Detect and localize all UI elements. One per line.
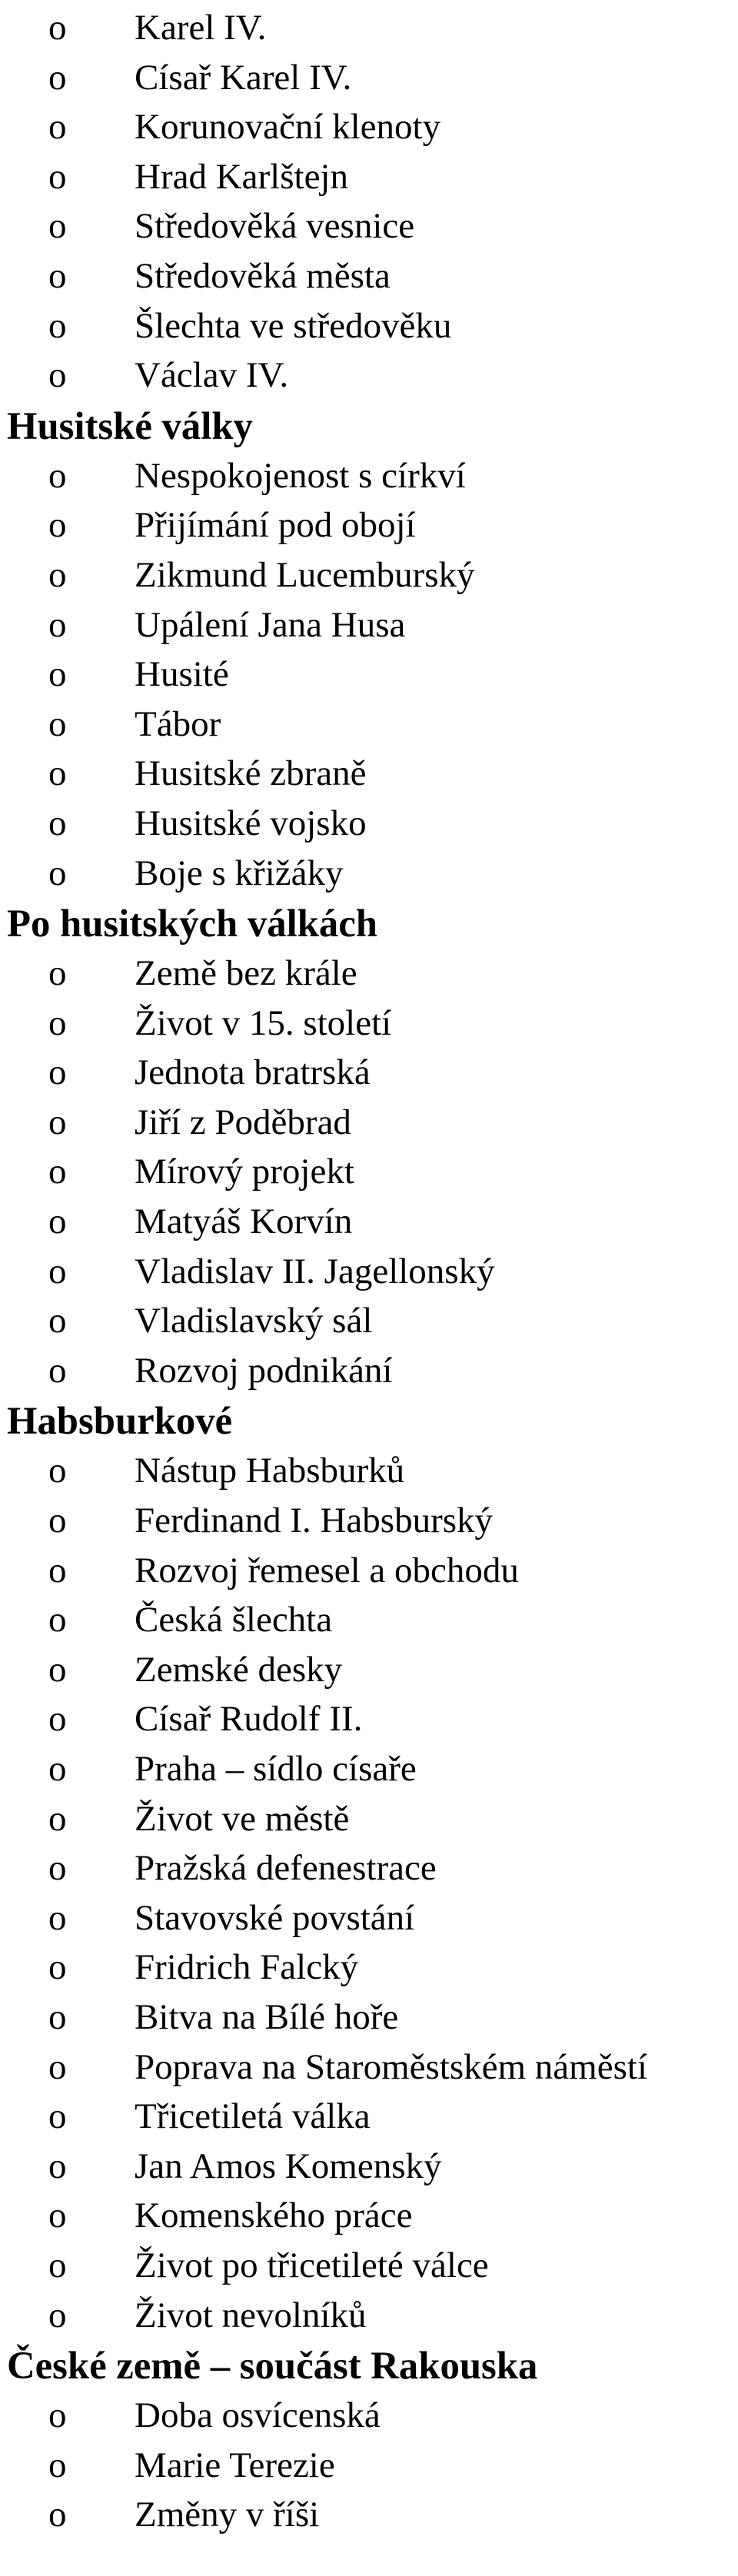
bullet-marker: o — [48, 2146, 67, 2186]
outline-section — [0, 401, 738, 898]
list-item — [0, 1098, 738, 1148]
list-item-text: Pražská defenestrace — [135, 1848, 437, 1889]
bullet-marker: o — [48, 1152, 67, 1192]
list-item-text: Nástup Habsburků — [135, 1451, 405, 1491]
list-item — [0, 1694, 738, 1744]
list-item-text: Upálení Jana Husa — [135, 604, 406, 645]
bullet-list — [0, 451, 738, 898]
bullet-marker: o — [48, 1451, 67, 1491]
list-item — [0, 1546, 738, 1596]
list-item-text: Rozvoj podnikání — [135, 1350, 393, 1391]
section-heading: Habsburkové — [7, 1399, 233, 1443]
bullet-list — [0, 949, 738, 1395]
list-item-text: Život nevolníků — [135, 2295, 367, 2335]
list-item-text: Zemské desky — [135, 1649, 343, 1690]
list-item — [0, 1247, 738, 1297]
bullet-list — [0, 3, 738, 401]
bullet-marker: o — [48, 1649, 67, 1690]
list-item — [0, 2441, 738, 2491]
list-item-text: Komenského práce — [135, 2195, 413, 2236]
list-item — [0, 550, 738, 600]
bullet-marker: o — [48, 107, 67, 148]
list-item-text: Matyáš Korvín — [135, 1202, 353, 1242]
list-item-text: Císař Karel IV. — [135, 57, 352, 98]
list-item — [0, 1496, 738, 1546]
bullet-marker: o — [48, 1501, 67, 1541]
list-item — [0, 1595, 738, 1645]
bullet-marker: o — [48, 255, 67, 296]
list-item — [0, 749, 738, 799]
list-item — [0, 949, 738, 999]
bullet-list — [0, 1446, 738, 2340]
list-item — [0, 102, 738, 152]
bullet-marker: o — [48, 1251, 67, 1291]
bullet-marker: o — [48, 8, 67, 48]
list-item — [0, 500, 738, 550]
bullet-marker: o — [48, 455, 67, 496]
list-item-text: Život po třicetileté válce — [135, 2245, 489, 2285]
list-item — [0, 1645, 738, 1695]
bullet-marker: o — [48, 156, 67, 197]
bullet-marker: o — [48, 604, 67, 645]
list-item-text: Zikmund Lucemburský — [135, 554, 475, 595]
list-item — [0, 251, 738, 301]
list-item-text: Mírový projekt — [135, 1152, 354, 1192]
list-item — [0, 2043, 738, 2092]
bullet-marker: o — [48, 1301, 67, 1341]
list-item-text: Korunovační klenoty — [135, 107, 441, 148]
list-item-text: Jednota bratrská — [135, 1052, 371, 1093]
bullet-marker: o — [48, 206, 67, 247]
bullet-marker: o — [48, 57, 67, 98]
bullet-marker: o — [48, 2445, 67, 2485]
list-item-text: Václav IV. — [135, 355, 289, 396]
list-item-text: Nespokojenost s církví — [135, 455, 466, 496]
list-item — [0, 1843, 738, 1893]
bullet-marker: o — [48, 2195, 67, 2236]
list-item-text: Tábor — [135, 703, 221, 744]
bullet-marker: o — [48, 1350, 67, 1391]
list-item-text: Jiří z Poděbrad — [135, 1102, 351, 1142]
list-item — [0, 301, 738, 351]
list-item-text: Karel IV. — [135, 8, 267, 48]
list-item-text: Země bez krále — [135, 953, 357, 994]
bullet-marker: o — [48, 1102, 67, 1142]
section-heading: Po husitských válkách — [7, 902, 377, 946]
list-item — [0, 600, 738, 650]
list-item-text: Jan Amos Komenský — [135, 2146, 442, 2186]
outline-section — [0, 898, 738, 1395]
bullet-marker: o — [48, 1798, 67, 1839]
list-item — [0, 1794, 738, 1844]
bullet-marker: o — [48, 1202, 67, 1242]
list-item — [0, 2191, 738, 2241]
list-item-text: Život ve městě — [135, 1798, 350, 1839]
list-item — [0, 201, 738, 251]
list-item-text: Císař Rudolf II. — [135, 1699, 363, 1740]
list-item — [0, 1197, 738, 1247]
bullet-marker: o — [48, 1996, 67, 2037]
list-item-text: Husité — [135, 654, 229, 695]
bullet-marker: o — [48, 1052, 67, 1093]
list-item — [0, 650, 738, 700]
bullet-marker: o — [48, 654, 67, 695]
list-item — [0, 1446, 738, 1496]
bullet-marker: o — [48, 2395, 67, 2436]
list-item — [0, 1048, 738, 1098]
bullet-marker: o — [48, 2295, 67, 2335]
list-item — [0, 2391, 738, 2441]
list-item-text: Doba osvícenská — [135, 2395, 381, 2436]
list-item — [0, 2241, 738, 2291]
list-item — [0, 1893, 738, 1943]
list-item-text: Ferdinand I. Habsburský — [135, 1501, 494, 1541]
list-item — [0, 849, 738, 899]
list-item-text: Praha – sídlo císaře — [135, 1749, 417, 1789]
list-item — [0, 2092, 738, 2142]
outline-section — [0, 3, 738, 401]
list-item — [0, 2142, 738, 2192]
list-item — [0, 152, 738, 202]
bullet-marker: o — [48, 1947, 67, 1988]
list-item-text: Změny v říši — [135, 2495, 320, 2535]
list-item — [0, 1346, 738, 1396]
list-item — [0, 1943, 738, 1993]
bullet-marker: o — [48, 853, 67, 893]
bullet-marker: o — [48, 2046, 67, 2087]
list-item — [0, 53, 738, 103]
bullet-marker: o — [48, 953, 67, 994]
list-item — [0, 1147, 738, 1197]
list-item-text: Hrad Karlštejn — [135, 156, 348, 197]
bullet-marker: o — [48, 2245, 67, 2285]
list-item — [0, 2490, 738, 2540]
list-item — [0, 1744, 738, 1794]
list-item-text: Třicetiletá válka — [135, 2096, 371, 2137]
list-item-text: Poprava na Staroměstském náměstí — [135, 2046, 647, 2087]
list-item — [0, 451, 738, 501]
bullet-marker: o — [48, 1897, 67, 1938]
list-item-text: Bitva na Bílé hoře — [135, 1996, 399, 2037]
list-item-text: Husitské vojsko — [135, 803, 367, 843]
list-item-text: Středověká města — [135, 255, 391, 296]
list-item-text: Marie Terezie — [135, 2445, 335, 2485]
list-item — [0, 999, 738, 1049]
bullet-list — [0, 2391, 738, 2540]
bullet-marker: o — [48, 1848, 67, 1889]
bullet-marker: o — [48, 1002, 67, 1043]
bullet-marker: o — [48, 355, 67, 396]
list-item — [0, 799, 738, 849]
section-heading: České země – součást Rakouska — [7, 2344, 538, 2388]
list-item-text: Přijímání pod obojí — [135, 505, 416, 546]
list-item-text: Boje s křižáky — [135, 853, 344, 893]
bullet-marker: o — [48, 2495, 67, 2535]
bullet-marker: o — [48, 803, 67, 843]
bullet-marker: o — [48, 2096, 67, 2137]
list-item-text: Život v 15. století — [135, 1002, 392, 1043]
list-item — [0, 700, 738, 750]
list-item-text: Vladislavský sál — [135, 1301, 373, 1341]
list-item — [0, 3, 738, 53]
list-item — [0, 351, 738, 401]
bullet-marker: o — [48, 1550, 67, 1590]
bullet-marker: o — [48, 305, 67, 346]
list-item-text: Šlechta ve středověku — [135, 305, 452, 346]
bullet-marker: o — [48, 1600, 67, 1640]
bullet-marker: o — [48, 1699, 67, 1740]
list-item — [0, 2291, 738, 2341]
list-item-text: Stavovské povstání — [135, 1897, 415, 1938]
list-item-text: Vladislav II. Jagellonský — [135, 1251, 495, 1291]
section-heading: Husitské války — [7, 404, 253, 447]
list-item-text: Husitské zbraně — [135, 753, 367, 794]
bullet-marker: o — [48, 1749, 67, 1789]
outline-section — [0, 2340, 738, 2540]
list-item-text: Česká šlechta — [135, 1600, 333, 1640]
list-item-text: Rozvoj řemesel a obchodu — [135, 1550, 519, 1590]
outline-section — [0, 1395, 738, 2340]
bullet-marker: o — [48, 554, 67, 595]
bullet-marker: o — [48, 505, 67, 546]
bullet-marker: o — [48, 703, 67, 744]
list-item-text: Středověká vesnice — [135, 206, 415, 247]
list-item-text: Fridrich Falcký — [135, 1947, 359, 1988]
bullet-marker: o — [48, 753, 67, 794]
list-item — [0, 1993, 738, 2043]
list-item — [0, 1296, 738, 1346]
